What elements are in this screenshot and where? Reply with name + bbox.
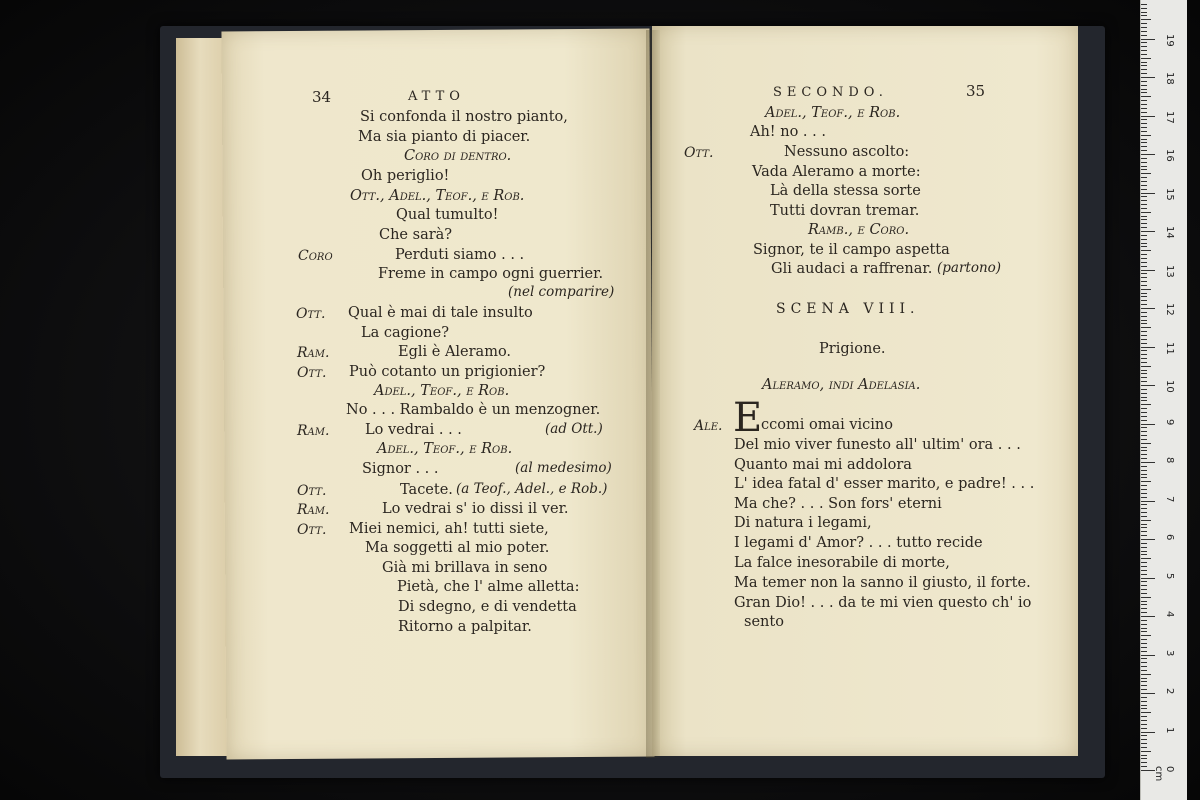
ruler-tick: [1141, 639, 1147, 640]
text-line: Nessuno ascolto:: [784, 144, 910, 160]
ruler-tick: [1141, 273, 1147, 274]
ruler-tick: [1141, 558, 1151, 559]
ruler-tick: [1141, 616, 1155, 617]
ruler-tick: [1141, 300, 1147, 301]
ruler-number: 16: [1164, 149, 1175, 162]
ruler-tick: [1141, 458, 1147, 459]
ruler-tick: [1141, 674, 1151, 675]
ruler-tick: [1141, 177, 1147, 178]
ruler-tick: [1141, 520, 1151, 521]
ruler-tick: [1141, 562, 1147, 563]
ruler-tick: [1141, 604, 1147, 605]
text-line: ccomi omai vicino: [761, 417, 893, 433]
ruler-tick: [1141, 208, 1147, 209]
ruler-tick: [1141, 258, 1147, 259]
ruler-tick: [1141, 262, 1147, 263]
text-line: Che sarà?: [379, 227, 453, 243]
ruler-tick: [1141, 139, 1147, 140]
ruler-tick: [1141, 304, 1147, 305]
ruler-tick: [1141, 135, 1151, 136]
ruler-tick: [1141, 27, 1147, 28]
ruler-tick: [1141, 73, 1147, 74]
ruler-tick: [1141, 747, 1147, 748]
ruler-tick: [1141, 662, 1147, 663]
text-line: Lo vedrai . . .: [365, 422, 462, 438]
ruler-tick: [1141, 46, 1147, 47]
ruler-tick: [1141, 670, 1147, 671]
ruler-tick: [1141, 612, 1147, 613]
ruler-tick: [1141, 219, 1147, 220]
ruler-number: 6: [1164, 534, 1175, 541]
ruler-tick: [1141, 100, 1147, 101]
ruler-tick: [1141, 581, 1147, 582]
ruler-tick: [1141, 239, 1147, 240]
ruler-tick: [1141, 574, 1147, 575]
ruler-tick: [1141, 173, 1151, 174]
speaker-label: Coro: [298, 248, 333, 264]
text-line: Vada Aleramo a morte:: [752, 164, 921, 180]
ruler-tick: [1141, 358, 1147, 359]
ruler-tick: [1141, 628, 1147, 629]
ruler-tick: [1141, 162, 1147, 163]
text-line: Gli audaci a raffrenar.: [771, 261, 933, 277]
ruler-tick: [1141, 127, 1147, 128]
text-line: Quanto mai mi addolora: [734, 457, 912, 473]
ruler-tick: [1141, 158, 1147, 159]
ruler-tick: [1141, 420, 1147, 421]
text-line: Ott., Adel., Teof., e Rob.: [350, 188, 525, 204]
ruler-tick: [1141, 570, 1147, 571]
ruler-tick: [1141, 81, 1147, 82]
text-line: Qual è mai di tale insulto: [348, 305, 533, 321]
text-line: Del mio viver funesto all' ultim' ora . . .: [734, 437, 1021, 453]
ruler-tick: [1141, 416, 1147, 417]
ruler-tick: [1141, 212, 1151, 213]
ruler-tick: [1141, 119, 1147, 120]
ruler-number: 4: [1164, 611, 1175, 618]
ruler-tick: [1141, 512, 1147, 513]
stage-direction: (ad Ott.): [545, 421, 603, 437]
text-line: Può cotanto un prigionier?: [349, 364, 546, 380]
ruler-tick: [1141, 443, 1151, 444]
ruler-tick: [1141, 477, 1147, 478]
ruler-tick: [1141, 246, 1147, 247]
ruler-tick: [1141, 200, 1147, 201]
ruler-tick: [1141, 551, 1147, 552]
ruler-tick: [1141, 427, 1147, 428]
text-line: Adel., Teof., e Rob.: [377, 441, 513, 457]
text-line: Egli è Aleramo.: [398, 344, 512, 360]
running-head: ATTO: [408, 89, 465, 104]
ruler-tick: [1141, 50, 1147, 51]
running-head: SECONDO.: [773, 85, 888, 100]
ruler-tick: [1141, 439, 1147, 440]
speaker-label: Ale.: [694, 418, 723, 434]
ruler-tick: [1141, 585, 1147, 586]
ruler-tick: [1141, 327, 1151, 328]
ruler-tick: [1141, 531, 1147, 532]
ruler-unit-label: 0 cm: [1153, 766, 1175, 782]
ruler-tick: [1141, 4, 1147, 5]
ruler-tick: [1141, 678, 1147, 679]
text-line: Ramb., e Coro.: [808, 222, 910, 238]
ruler-tick: [1141, 320, 1147, 321]
ruler-tick: [1141, 104, 1147, 105]
ruler-tick: [1141, 343, 1147, 344]
ruler-tick: [1141, 728, 1147, 729]
ruler-tick: [1141, 296, 1147, 297]
ruler-tick: [1141, 735, 1147, 736]
ruler-tick: [1141, 489, 1147, 490]
ruler-tick: [1141, 350, 1147, 351]
ruler-tick: [1141, 323, 1147, 324]
ruler-tick: [1141, 123, 1147, 124]
ruler-tick: [1141, 108, 1147, 109]
speaker-label: Ram.: [297, 502, 330, 518]
ruler-tick: [1141, 65, 1147, 66]
stage-direction: (a Teof., Adel., e Rob.): [456, 481, 608, 497]
ruler-tick: [1141, 712, 1151, 713]
ruler-tick: [1141, 193, 1155, 194]
ruler-tick: [1141, 112, 1147, 113]
ruler-tick: [1141, 131, 1147, 132]
ruler-tick: [1141, 339, 1147, 340]
ruler-tick: [1141, 69, 1147, 70]
ruler-tick: [1141, 285, 1147, 286]
ruler-tick: [1141, 554, 1147, 555]
ruler-tick: [1141, 666, 1147, 667]
ruler-tick: [1141, 539, 1155, 540]
ruler-tick: [1141, 347, 1155, 348]
ruler-tick: [1141, 366, 1151, 367]
ruler-number: 10: [1164, 380, 1175, 393]
scene-location: Prigione.: [819, 341, 886, 357]
ruler-tick: [1141, 566, 1147, 567]
ruler-tick: [1141, 146, 1147, 147]
ruler-tick: [1141, 381, 1147, 382]
text-line: Gran Dio! . . . da te mi vien questo ch' io: [734, 595, 1032, 611]
text-line: Coro di dentro.: [404, 148, 512, 164]
text-line: Già mi brillava in seno: [382, 560, 548, 576]
ruler-tick: [1141, 481, 1151, 482]
text-line: Miei nemici, ah! tutti siete,: [349, 521, 549, 537]
text-line: Perduti siamo . . .: [395, 247, 525, 263]
ruler-tick: [1141, 227, 1147, 228]
ruler-number: 14: [1164, 226, 1175, 239]
ruler-tick: [1141, 643, 1147, 644]
stage-direction: (nel comparire): [508, 284, 615, 300]
ruler-tick: [1141, 755, 1147, 756]
text-line: L' idea fatal d' esser marito, e padre! . . .: [734, 476, 1035, 492]
ruler-tick: [1141, 762, 1147, 763]
ruler-tick: [1141, 185, 1147, 186]
stage-direction: (al medesimo): [515, 460, 612, 476]
ruler-number: 11: [1164, 341, 1175, 355]
ruler-tick: [1141, 497, 1147, 498]
ruler-tick: [1141, 751, 1151, 752]
speaker-label: Ott.: [297, 483, 327, 499]
ruler-tick: [1141, 42, 1147, 43]
ruler-tick: [1141, 331, 1147, 332]
text-line: No . . . Rambaldo è un menzogner.: [346, 402, 601, 418]
ruler-tick: [1141, 150, 1147, 151]
stage-direction: (partono): [937, 260, 1002, 276]
ruler-tick: [1141, 608, 1147, 609]
text-line: Ma soggetti al mio poter.: [365, 540, 550, 556]
ruler-tick: [1141, 19, 1151, 20]
ruler-tick: [1141, 431, 1147, 432]
ruler-tick: [1141, 116, 1155, 117]
ruler-tick: [1141, 266, 1147, 267]
text-line: Adel., Teof., e Rob.: [765, 105, 901, 121]
ruler-number: 12: [1164, 303, 1175, 316]
ruler-number: 8: [1164, 457, 1175, 464]
ruler-tick: [1141, 504, 1147, 505]
ruler-tick: [1141, 270, 1155, 271]
ruler-tick: [1141, 335, 1147, 336]
measurement-ruler: [1140, 0, 1187, 800]
ruler-tick: [1141, 701, 1147, 702]
ruler-tick: [1141, 547, 1147, 548]
ruler-tick: [1141, 216, 1147, 217]
ruler-tick: [1141, 189, 1147, 190]
ruler-tick: [1141, 377, 1147, 378]
ruler-tick: [1141, 716, 1147, 717]
text-line: Ah! no . . .: [750, 124, 826, 140]
speaker-label: Ott.: [296, 306, 326, 322]
ruler-tick: [1141, 31, 1147, 32]
ruler-tick: [1141, 658, 1147, 659]
ruler-tick: [1141, 96, 1151, 97]
text-line: Di sdegno, e di vendetta: [398, 599, 577, 615]
ruler-tick: [1141, 223, 1147, 224]
text-line: Oh periglio!: [361, 168, 450, 184]
text-line: Tacete.: [400, 482, 453, 498]
ruler-tick: [1141, 508, 1147, 509]
text-line: sento: [744, 614, 784, 630]
text-line: Freme in campo ogni guerrier.: [378, 266, 604, 282]
ruler-tick: [1141, 578, 1155, 579]
text-line: Ma sia pianto di piacer.: [358, 129, 531, 145]
ruler-tick: [1141, 766, 1147, 767]
ruler-tick: [1141, 720, 1147, 721]
ruler-tick: [1141, 35, 1147, 36]
ruler-tick: [1141, 485, 1147, 486]
ruler-tick: [1141, 535, 1147, 536]
ruler-tick: [1141, 39, 1155, 40]
ruler-tick: [1141, 397, 1147, 398]
ruler-tick: [1141, 501, 1155, 502]
text-line: La cagione?: [361, 325, 449, 341]
ruler-tick: [1141, 724, 1147, 725]
ruler-tick: [1141, 758, 1147, 759]
text-line: Tutti dovran tremar.: [770, 203, 920, 219]
text-line: Ma temer non la sanno il giusto, il forte.: [734, 575, 1031, 591]
speaker-label: Ott.: [297, 522, 327, 538]
ruler-tick: [1141, 543, 1147, 544]
ruler-tick: [1141, 647, 1147, 648]
page-number: 34: [312, 88, 332, 106]
ruler-tick: [1141, 450, 1147, 451]
ruler-number: 13: [1164, 264, 1175, 278]
ruler-tick: [1141, 474, 1147, 475]
ruler-tick: [1141, 393, 1147, 394]
ruler-tick: [1141, 408, 1147, 409]
text-line: Signor, te il campo aspetta: [753, 242, 950, 258]
text-line: Adel., Teof., e Rob.: [374, 383, 510, 399]
ruler-number: 18: [1164, 72, 1175, 85]
ruler-tick: [1141, 58, 1151, 59]
text-line: Là della stessa sorte: [770, 183, 921, 199]
ruler-tick: [1141, 385, 1155, 386]
scene-heading: SCENA VIII.: [776, 301, 920, 317]
ruler-number: 17: [1164, 110, 1175, 124]
ruler-tick: [1141, 732, 1155, 733]
ruler-tick: [1141, 89, 1147, 90]
ruler-number: 1: [1164, 726, 1175, 733]
ruler-tick: [1141, 243, 1147, 244]
ruler-tick: [1141, 389, 1147, 390]
ruler-tick: [1141, 250, 1151, 251]
ruler-tick: [1141, 362, 1147, 363]
ruler-tick: [1141, 85, 1147, 86]
text-line: Si confonda il nostro pianto,: [360, 109, 568, 125]
ruler-tick: [1141, 23, 1147, 24]
ruler-tick: [1141, 312, 1147, 313]
ruler-tick: [1141, 685, 1147, 686]
ruler-tick: [1141, 462, 1155, 463]
ruler-tick: [1141, 708, 1147, 709]
speaker-label: Ott.: [684, 145, 714, 161]
ruler-tick: [1141, 196, 1147, 197]
ruler-tick: [1141, 527, 1147, 528]
ruler-tick: [1141, 277, 1147, 278]
ruler-tick: [1141, 15, 1147, 16]
ruler-tick: [1141, 166, 1147, 167]
speaker-label: Ram.: [297, 423, 330, 439]
text-line: La falce inesorabile di morte,: [734, 555, 950, 571]
ruler-tick: [1141, 169, 1147, 170]
ruler-tick: [1141, 601, 1147, 602]
text-line: Ma che? . . . Son fors' eterni: [734, 496, 942, 512]
page-number: 35: [966, 82, 986, 100]
ruler-tick: [1141, 739, 1147, 740]
ruler-tick: [1141, 447, 1147, 448]
speaker-label: Ram.: [297, 345, 330, 361]
ruler-tick: [1141, 697, 1147, 698]
ruler-tick: [1141, 454, 1147, 455]
ruler-tick: [1141, 370, 1147, 371]
ruler-tick: [1141, 466, 1147, 467]
ruler-tick: [1141, 289, 1151, 290]
text-line: Lo vedrai s' io dissi il ver.: [382, 501, 569, 517]
ruler-number: 2: [1164, 688, 1175, 695]
ruler-tick: [1141, 308, 1155, 309]
characters-line: Aleramo, indi Adelasia.: [762, 377, 921, 393]
text-line: Signor . . .: [362, 461, 439, 477]
ruler-number: 15: [1164, 187, 1175, 201]
ruler-tick: [1141, 354, 1147, 355]
ruler-tick: [1141, 635, 1151, 636]
ruler-tick: [1141, 524, 1147, 525]
ruler-tick: [1141, 493, 1147, 494]
ruler-tick: [1141, 404, 1151, 405]
ruler-tick: [1141, 54, 1147, 55]
text-line: Di natura i legami,: [734, 515, 872, 531]
ruler-tick: [1141, 92, 1147, 93]
ruler-tick: [1141, 693, 1155, 694]
ruler-tick: [1141, 470, 1147, 471]
ruler-tick: [1141, 400, 1147, 401]
ruler-tick: [1141, 373, 1147, 374]
ruler-tick: [1141, 689, 1147, 690]
ruler-tick: [1141, 181, 1147, 182]
ruler-tick: [1141, 62, 1147, 63]
ruler-tick: [1141, 705, 1147, 706]
text-line: Pietà, che l' alme alletta:: [397, 579, 580, 595]
ruler-number: 19: [1164, 33, 1175, 47]
ruler-tick: [1141, 12, 1147, 13]
text-line: Ritorno a palpitar.: [398, 619, 532, 635]
ruler-tick: [1141, 293, 1147, 294]
ruler-tick: [1141, 281, 1147, 282]
ruler-number: 5: [1164, 572, 1175, 579]
ruler-tick: [1141, 204, 1147, 205]
ruler-tick: [1141, 655, 1155, 656]
text-line: I legami d' Amor? . . . tutto recide: [734, 535, 983, 551]
ruler-tick: [1141, 412, 1147, 413]
ruler-tick: [1141, 235, 1147, 236]
text-line: Qual tumulto!: [396, 207, 499, 223]
ruler-tick: [1141, 435, 1147, 436]
ruler-tick: [1141, 142, 1147, 143]
ruler-tick: [1141, 597, 1151, 598]
ruler-tick: [1141, 154, 1155, 155]
ruler-number: 3: [1164, 649, 1175, 656]
ruler-tick: [1141, 589, 1147, 590]
ruler-tick: [1141, 424, 1155, 425]
ruler-tick: [1141, 681, 1147, 682]
ruler-tick: [1141, 631, 1147, 632]
drop-cap: E: [733, 395, 763, 441]
ruler-tick: [1141, 231, 1155, 232]
ruler-tick: [1141, 516, 1147, 517]
ruler-tick: [1141, 624, 1147, 625]
book-gutter: [646, 30, 660, 758]
ruler-tick: [1141, 743, 1147, 744]
ruler-tick: [1141, 77, 1155, 78]
ruler-number: 9: [1164, 418, 1175, 425]
speaker-label: Ott.: [297, 365, 327, 381]
ruler-tick: [1141, 316, 1147, 317]
ruler-number: 7: [1164, 495, 1175, 502]
ruler-tick: [1141, 8, 1147, 9]
ruler-tick: [1141, 620, 1147, 621]
ruler-tick: [1141, 593, 1147, 594]
ruler-tick: [1141, 651, 1147, 652]
ruler-tick: [1141, 254, 1147, 255]
